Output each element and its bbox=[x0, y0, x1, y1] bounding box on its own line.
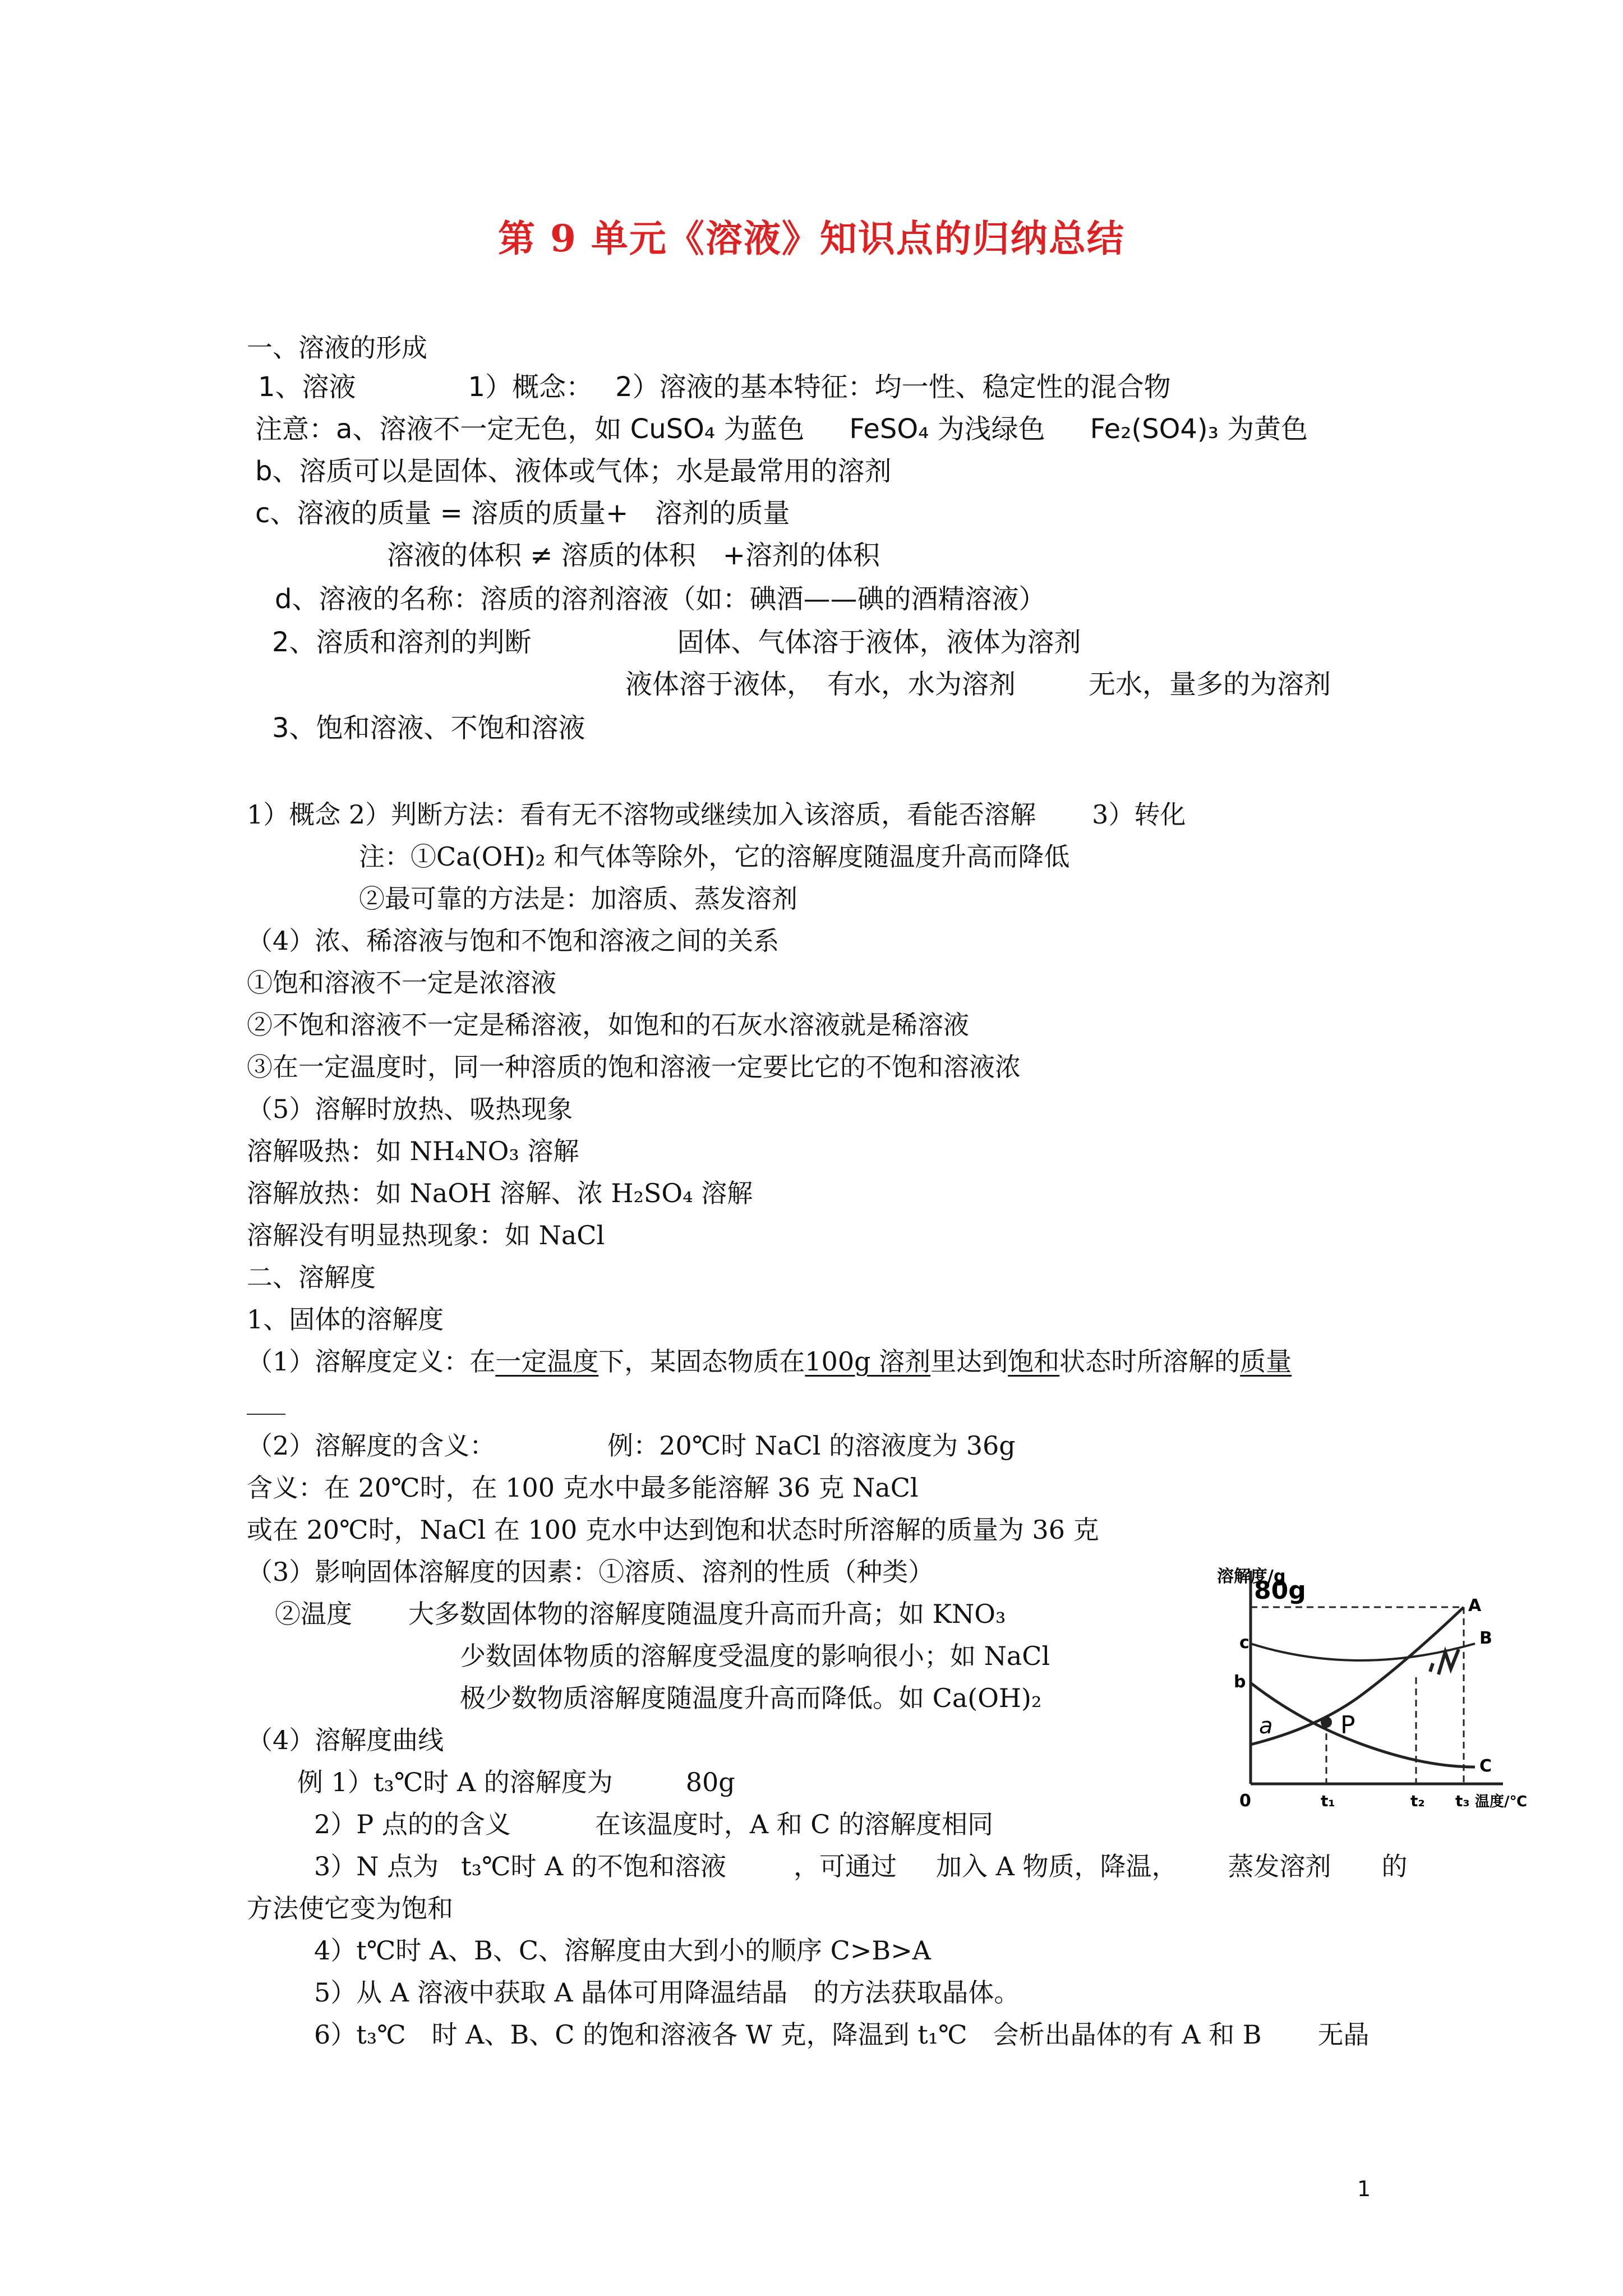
meaning-example: 例：20℃时 NaCl 的溶液度为 36g bbox=[607, 1430, 1016, 1461]
example-1-question: 例 1）t₃℃时 A 的溶解度为 bbox=[297, 1767, 613, 1797]
example-3-answer: t₃℃时 A 的不饱和溶液 bbox=[461, 1851, 726, 1881]
definition-text-1: （1）溶解度定义：在 bbox=[247, 1346, 496, 1377]
example-2-answer: 在该温度时，A 和 C 的溶解度相同 bbox=[594, 1809, 994, 1839]
relation-heading: （4）浓、稀溶液与饱和不饱和溶液之间的关系 bbox=[247, 926, 780, 956]
point-p-marker bbox=[1321, 1717, 1332, 1728]
solution-line bbox=[258, 370, 1171, 404]
liquid-without-water-rule: 无水，量多的为溶剂 bbox=[1089, 669, 1331, 700]
judgement-line bbox=[247, 798, 1186, 831]
endothermic-line: 溶解吸热：如 NH₄NO₃ 溶解 bbox=[247, 1136, 579, 1166]
note-a-feso4: FeSO₄ 为浅绿色 bbox=[849, 413, 1045, 445]
curve-a-label: A bbox=[1468, 1596, 1482, 1616]
relation-item-3: ③在一定温度时，同一种溶质的饱和溶液一定要比它的不饱和溶液浓 bbox=[247, 1052, 1021, 1082]
note-c-mass-line: c、溶液的质量 = 溶质的质量+ 溶剂的质量 bbox=[255, 498, 790, 529]
liquid-rule-line bbox=[625, 668, 1331, 701]
solid-gas-rule: 固体、气体溶于液体，液体为溶剂 bbox=[677, 627, 1081, 658]
example-3-continuation: 方法使它变为饱和 bbox=[247, 1893, 453, 1924]
solubility-meaning-line bbox=[247, 1429, 1016, 1462]
reliable-method-line: ②最可靠的方法是：加溶质、蒸发溶剂 bbox=[359, 884, 797, 914]
section-2-heading: 二、溶解度 bbox=[247, 1262, 376, 1292]
t3-label: t₃ bbox=[1455, 1792, 1470, 1810]
note-a-cuso4: 注意：a、溶液不一定无色，如 CuSO₄ 为蓝色 bbox=[255, 413, 805, 445]
note-b-line: b、溶质可以是固体、液体或气体；水是最常用的溶剂 bbox=[255, 455, 892, 487]
example-2-line bbox=[314, 1807, 993, 1841]
judgement-method: 1）概念 2）判断方法：看有无不溶物或继续加入该溶质，看能否溶解 bbox=[247, 799, 1036, 830]
solute-solvent-line bbox=[272, 625, 1081, 659]
meaning-detail-2: 或在 20℃时，NaCl 在 100 克水中达到饱和状态时所溶解的质量为 36 克 bbox=[247, 1515, 1099, 1545]
definition-text-2: 下，某固态物质在 bbox=[598, 1346, 805, 1377]
curve-b-start-label: b bbox=[1234, 1672, 1246, 1692]
conversion-label: 3）转化 bbox=[1092, 799, 1186, 830]
heat-heading: （5）溶解时放热、吸热现象 bbox=[247, 1094, 573, 1124]
note-caoh2-line: 注：①Ca(OH)₂ 和气体等除外，它的溶解度随温度升高而降低 bbox=[359, 841, 1070, 872]
example-4-line: 4）t℃时 A、B、C、溶解度由大到小的顺序 C>B>A bbox=[314, 1935, 931, 1966]
no-heat-line: 溶解没有明显热现象：如 NaCl bbox=[247, 1220, 605, 1250]
temperature-factor-line bbox=[275, 1597, 1006, 1631]
example-3-connector: ，可通过 bbox=[794, 1851, 897, 1881]
t2-label: t₂ bbox=[1410, 1792, 1425, 1810]
example-6-line bbox=[314, 2018, 1370, 2051]
value-80g: 80g bbox=[1254, 1576, 1306, 1605]
definition-underline-saturated: 饱和 bbox=[1008, 1346, 1060, 1377]
point-n-label: N bbox=[1481, 1668, 1493, 1687]
curve-b bbox=[1251, 1644, 1475, 1660]
origin-label: 0 bbox=[1239, 1791, 1251, 1811]
definition-text-3: 里达到 bbox=[930, 1346, 1008, 1377]
temperature-label: ②温度 bbox=[275, 1599, 352, 1629]
meaning-detail-1: 含义：在 20℃时，在 100 克水中最多能溶解 36 克 NaCl bbox=[247, 1473, 919, 1503]
y-axis-label: 溶解度/g bbox=[1217, 1567, 1286, 1586]
basic-features: 2）溶液的基本特征：均一性、稳定性的混合物 bbox=[615, 371, 1171, 403]
liquid-with-water-rule: 液体溶于液体， 有水，水为溶剂 bbox=[625, 669, 1016, 700]
note-a-fe2so43: Fe₂(SO4)₃ 为黄色 bbox=[1090, 413, 1308, 445]
example-1-line bbox=[297, 1765, 735, 1799]
page-number: 1 bbox=[1357, 2177, 1371, 2201]
point-p-label: P bbox=[1340, 1711, 1355, 1740]
solid-solubility-heading: 1、固体的溶解度 bbox=[247, 1304, 444, 1335]
factors-line: （3）影响固体溶解度的因素：①溶质、溶剂的性质（种类） bbox=[247, 1557, 934, 1587]
example-3-tail: 的 bbox=[1381, 1851, 1408, 1881]
solubility-curve-svg bbox=[1217, 1559, 1527, 1818]
section-1-heading: 一、溶液的形成 bbox=[247, 333, 427, 363]
rare-solids-rule: 极少数物质溶解度随温度升高而降低。如 Ca(OH)₂ bbox=[460, 1683, 1042, 1713]
curve-a bbox=[1251, 1607, 1464, 1745]
solute-solvent-label: 2、溶质和溶剂的判断 bbox=[272, 627, 532, 658]
exothermic-line: 溶解放热：如 NaOH 溶解、浓 H₂SO₄ 溶解 bbox=[247, 1178, 753, 1208]
example-2-question: 2）P 点的的含义 bbox=[314, 1809, 511, 1839]
example-6-question: 6）t₃℃ 时 A、B、C 的饱和溶液各 W 克，降温到 t₁℃ 会析出晶体的有 A 和 B bbox=[314, 2019, 1262, 2050]
curve-c-start-label: c bbox=[1239, 1633, 1249, 1653]
relation-item-2: ②不饱和溶液不一定是稀溶液，如饱和的石灰水溶液就是稀溶液 bbox=[247, 1010, 969, 1040]
definition-underline-mass: 质量 bbox=[1240, 1346, 1292, 1377]
t1-label: t₁ bbox=[1321, 1792, 1335, 1810]
example-3-line bbox=[314, 1849, 1407, 1883]
example-3-question: 3）N 点为 bbox=[314, 1851, 439, 1881]
definition-blank: ___ bbox=[247, 1384, 285, 1415]
most-solids-rule: 大多数固体物的溶解度随温度升高而升高；如 KNO₃ bbox=[408, 1599, 1006, 1629]
few-solids-rule: 少数固体物质的溶解度受温度的影响很小；如 NaCl bbox=[460, 1641, 1050, 1671]
saturated-heading: 3、饱和溶液、不饱和溶液 bbox=[272, 712, 585, 744]
example-6-tail: 无晶 bbox=[1317, 2019, 1370, 2050]
solubility-curve-figure bbox=[1217, 1559, 1527, 1818]
solubility-definition bbox=[247, 1345, 1292, 1378]
solution-label: 1、溶液 bbox=[258, 371, 356, 403]
note-c-volume-line: 溶液的体积 ≠ 溶质的体积 +溶剂的体积 bbox=[387, 540, 880, 571]
curve-a-start-label: a bbox=[1259, 1713, 1273, 1739]
note-a-line bbox=[255, 412, 1308, 446]
example-3-evaporate: 蒸发溶剂 bbox=[1228, 1851, 1331, 1881]
example-5-line: 5）从 A 溶液中获取 A 晶体可用降温结晶 的方法获取晶体。 bbox=[314, 1977, 1020, 2008]
solubility-curve-heading: （4）溶解度曲线 bbox=[247, 1725, 444, 1755]
page-title: 第 9 单元《溶液》知识点的归纳总结 bbox=[498, 217, 1125, 260]
concept-label: 1）概念： bbox=[468, 371, 593, 403]
curve-c-label: C bbox=[1479, 1756, 1492, 1776]
definition-underline-solvent: 100g 溶剂 bbox=[805, 1346, 931, 1377]
meaning-label: （2）溶解度的含义： bbox=[247, 1430, 496, 1461]
note-d-name-line: d、溶液的名称：溶质的溶剂溶液（如：碘酒——碘的酒精溶液） bbox=[275, 583, 1046, 615]
definition-underline-temperature: 一定温度 bbox=[495, 1346, 599, 1377]
x-axis-label: 温度/℃ bbox=[1475, 1793, 1527, 1810]
relation-item-1: ①饱和溶液不一定是浓溶液 bbox=[247, 968, 556, 998]
definition-text-4: 状态时所溶解的 bbox=[1059, 1346, 1241, 1377]
example-1-answer: 80g bbox=[685, 1767, 735, 1797]
curve-b-label: B bbox=[1479, 1628, 1492, 1648]
example-3-methods: 加入 A 物质，降温， bbox=[936, 1851, 1178, 1881]
